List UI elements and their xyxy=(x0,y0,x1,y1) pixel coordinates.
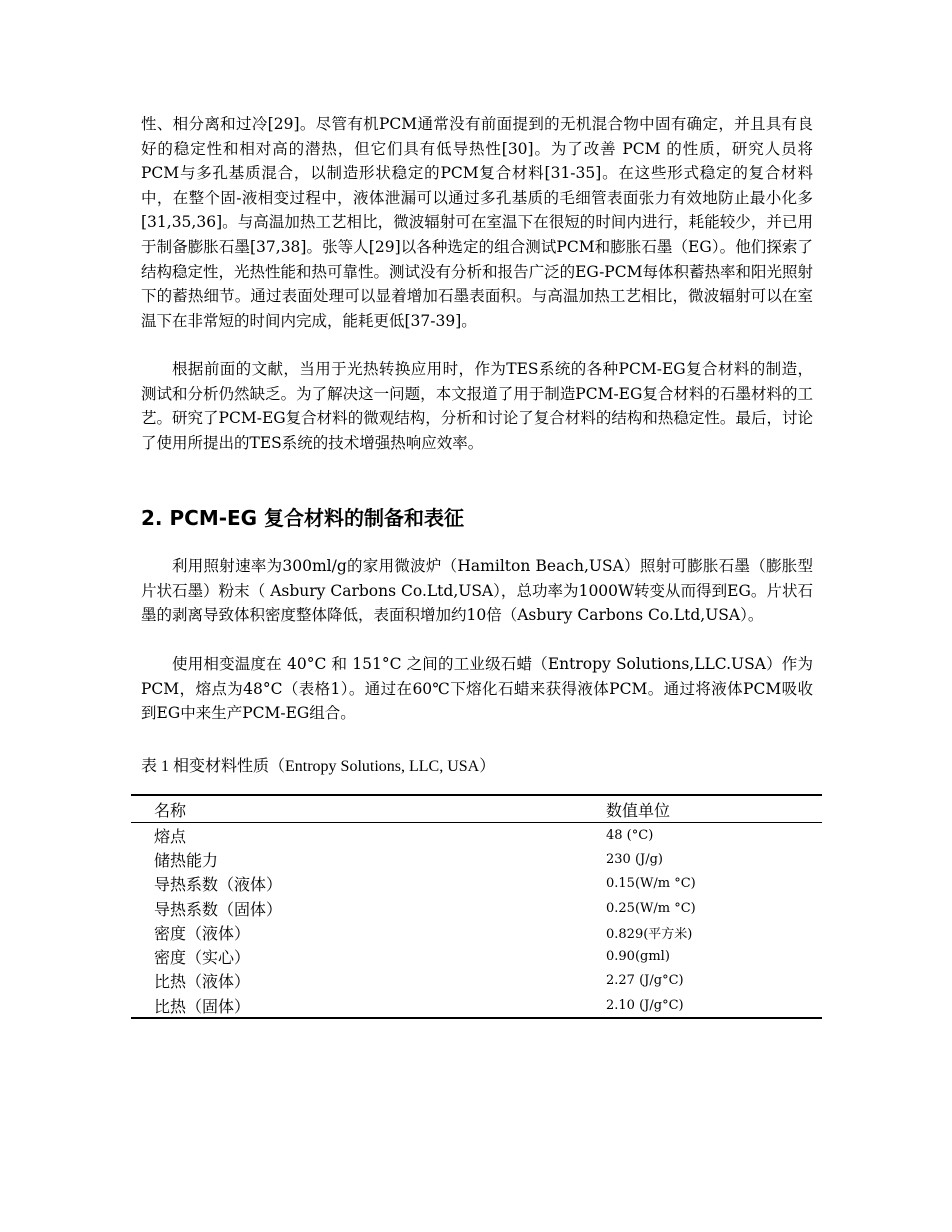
section-heading: 2. PCM-EG 复合材料的制备和表征 xyxy=(141,506,465,530)
properties-table xyxy=(131,794,822,1019)
table-row xyxy=(131,872,822,896)
body-paragraph-1: 性、相分离和过冷[29]。尽管有机PCM通常没有前面提到的无机混合物中固有确定，并且具有良好的稳定性和相对高的潜热，但它们具有低导热性[30]。为了改善 PCM 的性质，研究人员将PCM与多孔基质混合，以制造形状稳定的PCM复合材料[31-35]。在这些形式稳定的复合材料中，在整个固-液相变过程中，液体泄漏可以通过多孔基质的毛细管表面张力有效地防止最小化多[31,35,36]。与高温加热工艺相比，微波辐射可在室温下在很短的时间内进行，耗能较少，并已用于制备膨胀石墨[37,38]。张等人[29]以各种选定的组合测试PCM和膨胀石墨（EG）。他们探索了结构稳定性，光热性能和热可靠性。测试没有分析和报告广泛的EG-PCM每体积蓄热率和阳光照射下的蓄热细节。通过表面处理可以显着增加石墨表面积。与高温加热工艺相比，微波辐射可以在室温下在非常短的时间内完成，能耗更低[37-39]。 xyxy=(141,115,813,330)
property-value: 0.829(平方米) xyxy=(606,926,693,942)
property-name: 导热系数（固体） xyxy=(154,899,283,919)
table-header-row xyxy=(131,795,822,823)
property-name: 比热（液体） xyxy=(154,972,251,992)
property-value: 2.27 (J/g°C) xyxy=(606,973,684,989)
table-row xyxy=(131,993,822,1018)
table-row xyxy=(131,847,822,871)
table-row xyxy=(131,969,822,993)
property-name: 密度（液体） xyxy=(154,923,251,943)
table-row xyxy=(131,920,822,944)
table-row xyxy=(131,823,822,848)
property-value: 0.90(gml) xyxy=(606,949,670,965)
table-row xyxy=(131,944,822,968)
header-value: 数值单位 xyxy=(606,800,671,820)
property-value: 0.25(W/m °C) xyxy=(606,900,696,916)
table-row xyxy=(131,896,822,920)
property-value: 0.15(W/m °C) xyxy=(606,876,696,892)
property-name: 熔点 xyxy=(154,826,187,846)
header-name: 名称 xyxy=(154,800,187,820)
property-value: 2.10 (J/g°C) xyxy=(606,997,684,1013)
property-name: 导热系数（液体） xyxy=(154,875,283,895)
property-value: 48 (°C) xyxy=(606,827,654,843)
property-name: 储热能力 xyxy=(154,850,219,870)
body-paragraph-4: 使用相变温度在 40°C 和 151°C 之间的工业级石蜡（Entropy Solutions,LLC.USA）作为PCM，熔点为48°C（表格1）。通过在60℃下熔化石蜡来获得液体PCM。通过将液体PCM吸收到EG中来生产PCM-EG组合。 xyxy=(141,655,813,723)
property-value: 230 (J/g) xyxy=(606,851,664,867)
table-caption: 表 1 相变材料性质（Entropy Solutions, LLC, USA） xyxy=(141,758,496,775)
body-paragraph-2: 根据前面的文献，当用于光热转换应用时，作为TES系统的各种PCM-EG复合材料的制造，测试和分析仍然缺乏。为了解决这一问题，本文报道了用于制造PCM-EG复合材料的石墨材料的工艺。研究了PCM-EG复合材料的微观结构，分析和讨论了复合材料的结构和热稳定性。最后，讨论了使用所提出的TES系统的技术增强热响应效率。 xyxy=(141,360,813,452)
property-name: 比热（固体） xyxy=(154,996,251,1016)
body-paragraph-3: 利用照射速率为300ml/g的家用微波炉（Hamilton Beach,USA）照射可膨胀石墨（膨胀型片状石墨）粉末（ Asbury Carbons Co.Ltd,USA），总功率为1000W转变从而得到EG。片状石墨的剥离导致体积密度整体降低，表面积增加约10倍（Asbury Carbons Co.Ltd,USA）。 xyxy=(141,557,813,625)
property-name: 密度（实心） xyxy=(154,948,251,968)
